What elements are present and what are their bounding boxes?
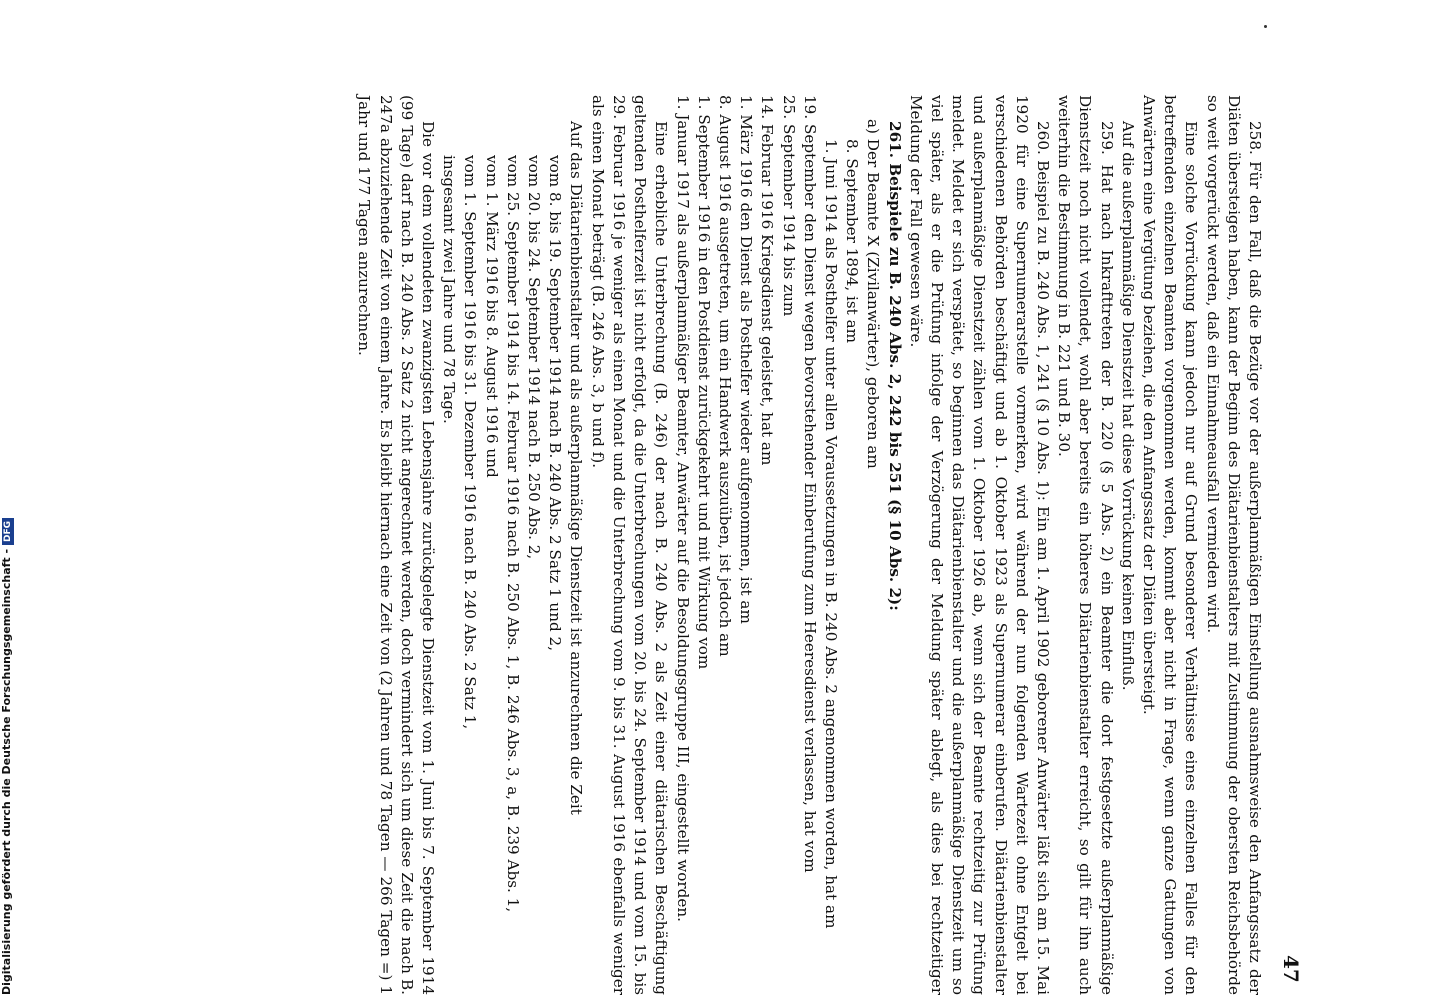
paragraph-259: 259. Hat nach Inkrafttreten der B. 220 (§ 5 Abs. 2) ein Beamter die dort festgesetzte außerplanmäßige Dienstzeit noch nicht vollendet, wohl aber bereits ein höheres Diätarienbienstalter erreicht, so gilt für ihn auch weiterhin die Bestimmung in B. 221 und B. 30. (1055, 95, 1116, 995)
timeline-item: 14. Februar 1916 Kriegsdienst geleistet, hat am (758, 95, 777, 466)
timeline-item: 25. September 1914 bis zum (779, 95, 798, 317)
example-a-intro: a) Der Beamte X (Zivilanwärter), geboren am (864, 119, 883, 469)
paragraph-258-continuation: Eine solche Vorrückung kann jedoch nur auf Grund besonderer Verhältnisse eines einzelnen Falles für den betreffenden einzelnen Beamten vorgenommen werden, kommt aber nicht in Frage, wenn ganze Gattungen von Anwärtern eine Vergütung beziehen, die den Anfangssatz der Diäten übersteigt. (1139, 95, 1201, 995)
timeline-item: 8. September 1894, ist am (843, 139, 862, 344)
paragraph-260: 260. Beispiel zu B. 240 Abs. 1, 241 (§ 10 Abs. 1): Ein am 1. April 1902 geborener Anwärter läßt sich am 15. Mai 1920 für eine Supernumerarstelle vormerken, wird während der nun folgenden Wartezeit ohne Entgelt bei verschiedenen Behörden beschäftigt und ab 1. Oktober 1923 als Supernumerar einberufen. Diätarienbienstalter und außerplanmäßige Dienstzeit zählen vom 1. Oktober 1926 ab, wenn sich der Beamte rechtzeitig zur Prüfung meldet. Meldet er sich verspätet, so beginnen das Diätarienbienstalter und die außerplanmäßige Dienstzeit um so viel später, als er die Prüfung infolge der Verzögerung der Meldung später ablegt, als dies bei rechtzeitiger Meldung der Fall gewesen wäre. (906, 95, 1052, 995)
timeline-item: 8. August 1916 ausgetreten, um ein Handwerk auszuüben, ist jedoch am (715, 95, 734, 657)
timeline-item: 19. September den Dienst wegen bevorstehender Einberufung zum Heeresdienst verlassen, hat vom (800, 95, 819, 873)
paragraph-final: Die vor dem vollendeten zwanzigsten Lebensjahre zurückgelegte Dienstzeit vom 1. Juni bis 7. September 1914 (99 Tage) darf nach B. 240 Abs. 2 Satz 2 nicht angerechnet werden, doch vermindert sich um diese Zeit die nach B. 247a abzuziehende Zeit von einem Jahre. Es bleibt hiernach eine Zeit von (2 Jahren und 78 Tagen — 266 Tagen =) 1 Jahr und 177 Tagen anzurechnen. (355, 95, 438, 995)
credit-item: vom 25. September 1914 bis 14. Februar 1916 nach B. 250 Abs. 1, B. 246 Abs. 3, a, B. 239 Abs. 1, (503, 155, 522, 913)
paragraph-credit-time: Auf das Diätarienbienstalter und als außerplanmäßige Dienstzeit ist anzurechnen die Zeit (567, 121, 586, 815)
timeline-item: 1. Juni 1914 als Posthelfer unter allen Voraussetzungen in B. 240 Abs. 2 angenommen worden, hat am (821, 139, 840, 929)
page-number: 47 (1279, 955, 1303, 983)
credit-item: vom 8. bis 19. September 1914 nach B. 240 Abs. 2 Satz 1 und 2, (546, 155, 565, 652)
credit-item: vom 20. bis 24. September 1914 nach B. 250 Abs. 2, (525, 155, 544, 560)
paragraph-261-heading: 261. Beispiele zu B. 240 Abs. 2, 242 bis 251 (§ 10 Abs. 2): (885, 121, 904, 611)
timeline-item: 1. März 1916 den Dienst als Posthelfer wieder aufgenommen, ist am (737, 95, 756, 624)
paragraph-258: 258. Für den Fall, daß die Bezüge vor der außerplanmäßigen Einstellung ausnahmsweise den Anfangssatz der Diäten übersteigen haben, kann der Beginn des Diätarienbienstalters mit Zustimmung der obersten Reichsbehörde so weit vorgerückt werden, daß ein Einnahmeausfall vermieden wird. (1203, 95, 1264, 995)
paragraph-interruption: Eine erhebliche Unterbrechung (B. 246) der nach B. 240 Abs. 2 als Zeit einer diätarischen Beschäftigung geltenden Posthelferzeit ist nicht erfolgt, da die Unterbrechungen vom 20. bis 24. September 1914 und vom 15. bis 29. Februar 1916 je weniger als einen Monat und die Unterbrechung vom 9. bis 31. August 1916 ebenfalls weniger als einen Monat beträgt (B. 246 Abs. 3, b und f). (588, 95, 671, 995)
credit-total: insgesamt zwei Jahre und 78 Tage. (440, 155, 459, 424)
rotated-text-block (265, 95, 1303, 995)
digitization-footer (0, 5, 14, 995)
timeline-item: 1. September 1916 in den Postdienst zurückgekehrt und mit Wirkung vom (694, 95, 713, 670)
credit-item: vom 1. März 1916 bis 8. August 1916 und (482, 155, 501, 478)
speck-mark (1264, 25, 1267, 28)
paragraph-258-note: Auf die außerplanmäßige Dienstzeit hat diese Vorrückung keinen Einfluß. (1118, 121, 1137, 691)
footer-text: Digitalisierung gefördert durch die Deutsche Forschungsgemeinschaft - (0, 548, 13, 995)
dfg-logo: DFG (2, 518, 14, 545)
timeline-item: 1. Januar 1917 als außerplanmäßiger Beamter, Anwärter auf die Besoldungsgruppe III, eingestellt worden. (673, 95, 692, 922)
credit-item: vom 1. September 1916 bis 31. Dezember 1916 nach B. 240 Abs. 2 Satz 1, (461, 155, 480, 730)
